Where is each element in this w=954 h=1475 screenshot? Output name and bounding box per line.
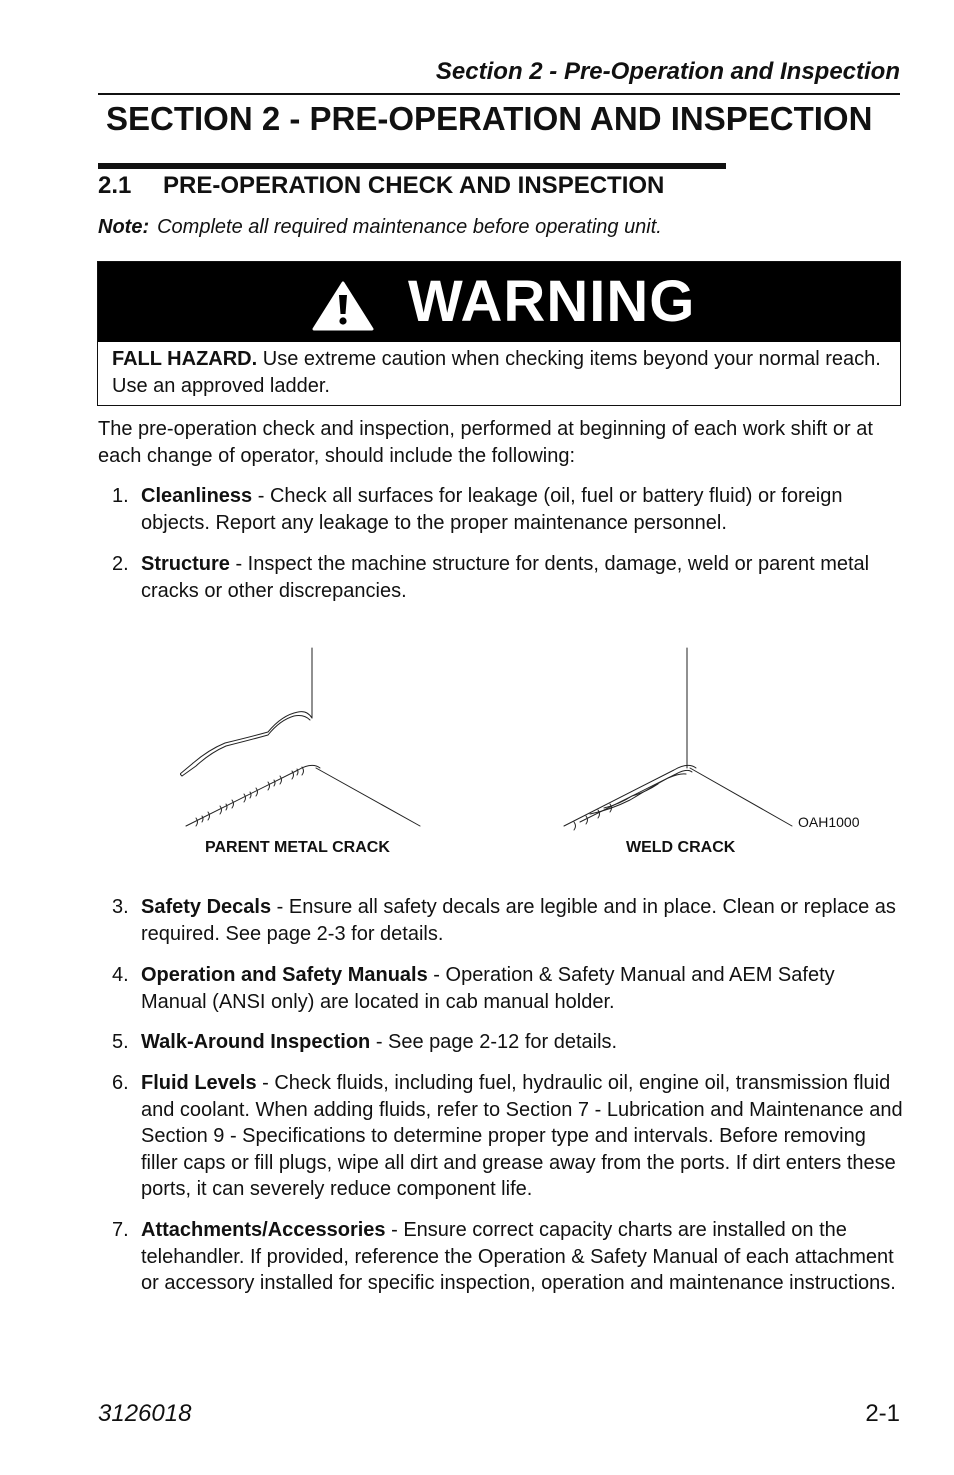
warning-body xyxy=(112,346,888,400)
list-item xyxy=(98,1217,904,1297)
list-item-number: 1. xyxy=(112,485,129,507)
list-item-term: Operation and Safety Manuals xyxy=(141,964,428,986)
list-item-text: - Check fluids, including fuel, hydraulic oil, engine oil, transmission fluid and coolant. When adding fluids, refer to Section 7 - Lubrication and Maintenance and Section 9 - Specifications to determine proper type and intervals. Before removing filler caps or fill plugs, wipe all dirt and grease away from the ports. If dirt enters these ports, it can severely reduce component life. xyxy=(141,1072,903,1200)
warning-title: WARNING xyxy=(408,269,696,334)
list-item-number: 6. xyxy=(112,1072,129,1094)
list-item-number: 7. xyxy=(112,1219,129,1241)
subsection-number: 2.1 xyxy=(98,172,132,199)
footer-page-number: 2-1 xyxy=(865,1400,900,1427)
list-item-text: - Ensure correct capacity charts are installed on the telehandler. If provided, reference the Operation & Safety Manual of each attachment or accessory installed for specific inspection, operation and maintenance instructions. xyxy=(141,1219,896,1294)
list-item-number: 4. xyxy=(112,964,129,986)
list-item xyxy=(98,894,904,947)
crack-illustration xyxy=(180,640,870,860)
list-item-term: Cleanliness xyxy=(141,485,253,507)
intro-paragraph: The pre-operation check and inspection, performed at beginning of each work shift or at each change of operator, should include the following: xyxy=(98,418,873,467)
list-item-text: - Ensure all safety decals are legible and in place. Clean or replace as required. See page 2-3 for details. xyxy=(141,896,896,945)
caption-weld-crack: WELD CRACK xyxy=(626,839,736,856)
running-header: Section 2 - Pre-Operation and Inspection xyxy=(435,58,900,85)
list-item-term: Walk-Around Inspection xyxy=(141,1031,371,1053)
caption-parent-metal-crack: PARENT METAL CRACK xyxy=(205,839,390,856)
note-label: Note: xyxy=(98,216,150,238)
list-item-text: - See page 2-12 for details. xyxy=(370,1031,618,1053)
footer-doc-number: 3126018 xyxy=(98,1400,192,1427)
list-item-text: - Check all surfaces for leakage (oil, fuel or battery fluid) or foreign objects. Report any leakage to the proper maintenance personnel. xyxy=(141,485,843,534)
list-item xyxy=(98,1070,904,1203)
warning-text: Use extreme caution when checking items beyond your normal reach. Use an approved ladder. xyxy=(112,348,881,397)
subsection-title xyxy=(98,172,664,200)
list-item-number: 3. xyxy=(112,896,129,918)
figure-code: OAH1000 xyxy=(798,814,860,830)
subsection-bar xyxy=(98,163,726,169)
list-item-term: Attachments/Accessories xyxy=(141,1219,386,1241)
note xyxy=(98,216,662,239)
header-rule xyxy=(98,93,900,95)
list-item-text: - Inspect the machine structure for dents, damage, weld or parent metal cracks or other discrepancies. xyxy=(141,553,870,602)
list-item-number: 2. xyxy=(112,553,129,575)
subsection-title-text: PRE-OPERATION CHECK AND INSPECTION xyxy=(163,172,665,199)
warning-hazard-label: FALL HAZARD. xyxy=(112,348,258,370)
list-item-term: Safety Decals xyxy=(141,896,272,918)
note-text: Complete all required maintenance before operating unit. xyxy=(157,216,662,238)
warning-box xyxy=(97,261,901,406)
list-item xyxy=(98,962,904,1015)
list-item xyxy=(98,483,904,536)
list-item-number: 5. xyxy=(112,1031,129,1053)
section-title: SECTION 2 - PRE-OPERATION AND INSPECTION xyxy=(106,100,873,137)
list-item xyxy=(98,1029,904,1056)
list-item-text: - Operation & Safety Manual and AEM Safety Manual (ANSI only) are located in cab manual holder. xyxy=(141,964,835,1013)
warning-triangle-icon xyxy=(312,281,374,331)
list-item-term: Structure xyxy=(141,553,230,575)
list-item xyxy=(98,551,904,604)
warning-header xyxy=(98,262,900,342)
list-item-term: Fluid Levels xyxy=(141,1072,257,1094)
